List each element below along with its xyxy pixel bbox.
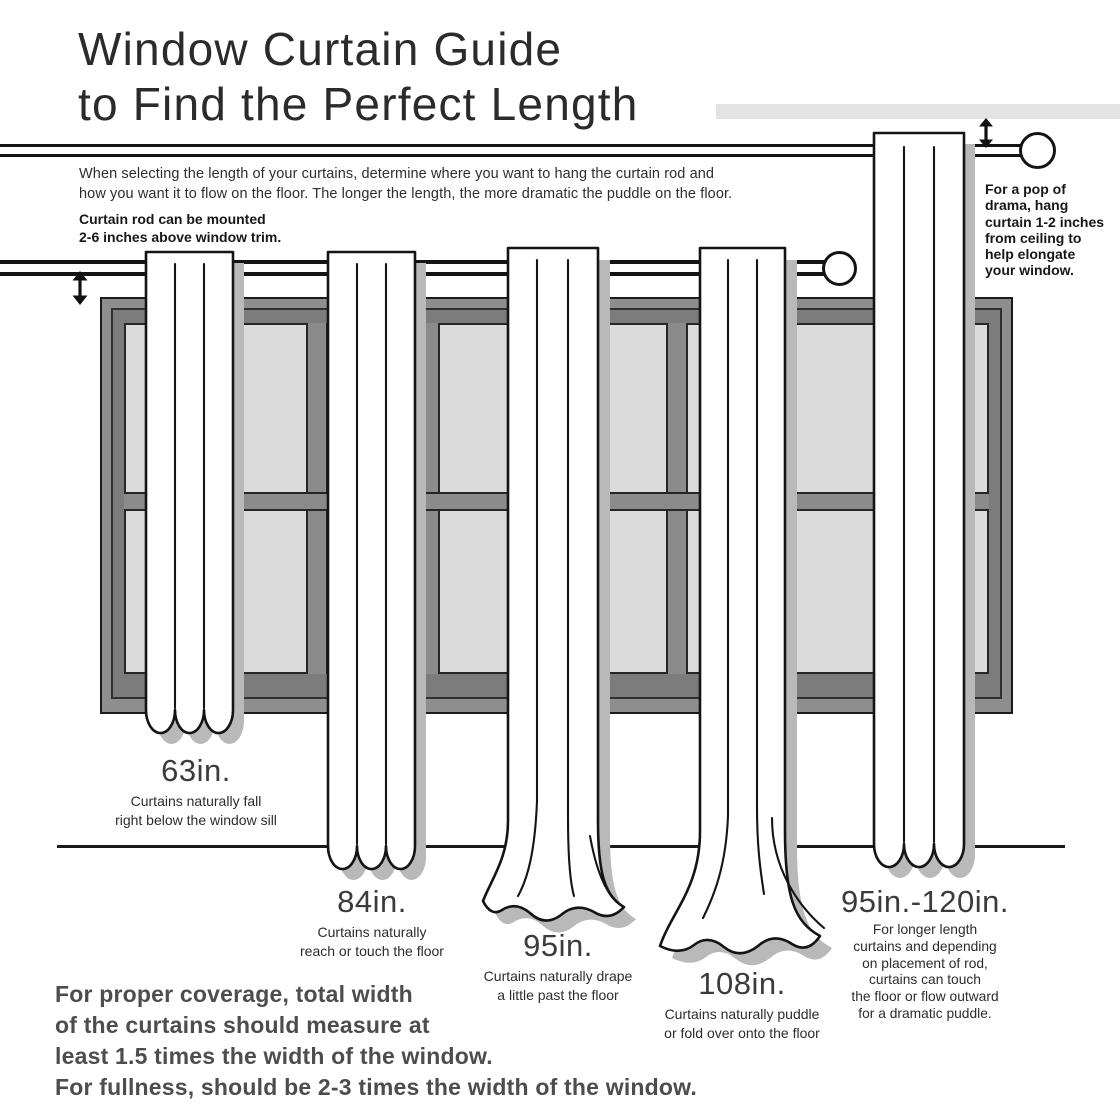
ceiling-note-line: help elongate bbox=[985, 246, 1076, 263]
desc-line: reach or touch the floor bbox=[300, 942, 444, 959]
ceiling-note-line: drama, hang bbox=[985, 197, 1069, 214]
desc-line: curtains and depending bbox=[853, 938, 997, 954]
ceiling-note-line: your window. bbox=[985, 262, 1074, 279]
intro-text bbox=[79, 165, 732, 204]
length-value: 84in. bbox=[337, 884, 407, 919]
desc-line: or fold over onto the floor bbox=[664, 1024, 820, 1041]
title-line: Window Curtain Guide bbox=[78, 23, 563, 75]
ceiling-note-line: curtain 1-2 inches bbox=[985, 213, 1105, 230]
desc-line: the floor or flow outward bbox=[851, 989, 999, 1005]
desc-line: Curtains naturally drape bbox=[483, 968, 633, 984]
length-value: 95in. bbox=[523, 928, 593, 963]
ceiling-bar bbox=[716, 104, 1120, 119]
rod-note-line: 2-6 inches above window trim. bbox=[79, 228, 282, 245]
length-value: 108in. bbox=[698, 966, 786, 1001]
length-value: 63in. bbox=[161, 753, 231, 788]
footer-line: For proper coverage, total width bbox=[55, 981, 413, 1007]
rod-mount-note bbox=[79, 211, 281, 246]
desc-line: a little past the floor bbox=[497, 986, 619, 1003]
curtain-108in-illustration bbox=[648, 246, 853, 986]
ceiling-note-line: from ceiling to bbox=[985, 229, 1082, 246]
ceiling-note-line: For a pop of bbox=[985, 181, 1066, 197]
length-description bbox=[800, 922, 1050, 1023]
curtain-95-120in-illustration bbox=[872, 131, 978, 891]
intro-line: When selecting the length of your curtains, determine where you want to hang the curtain rod and bbox=[79, 166, 715, 182]
intro-line: how you want it to flow on the floor. The longer the length, the more dramatic the puddle on the floor. bbox=[79, 185, 733, 202]
coverage-note bbox=[55, 979, 775, 1103]
label-95-120in bbox=[800, 884, 1050, 1023]
desc-line: Curtains naturally fall bbox=[130, 793, 262, 809]
desc-line: For longer length bbox=[872, 922, 978, 937]
label-63in bbox=[71, 753, 321, 829]
length-value: 95in.-120in. bbox=[840, 884, 1009, 919]
footer-line: of the curtains should measure at bbox=[55, 1012, 430, 1038]
desc-line: curtains can touch bbox=[869, 972, 981, 988]
rod-note-line: Curtain rod can be mounted bbox=[79, 211, 266, 227]
curtain-95in-illustration bbox=[470, 246, 655, 946]
footer-line: least 1.5 times the width of the window. bbox=[55, 1043, 493, 1069]
desc-line: on placement of rod, bbox=[862, 955, 988, 971]
curtain-rod-upper bbox=[0, 144, 1021, 157]
page-title bbox=[78, 22, 639, 132]
desc-line: for a dramatic puddle. bbox=[858, 1005, 992, 1021]
ceiling-hang-note bbox=[985, 181, 1104, 279]
double-arrow-icon-rod-to-window bbox=[67, 271, 93, 305]
desc-line: Curtains naturally puddle bbox=[664, 1006, 820, 1022]
footer-line: For fullness, should be 2-3 times the width of the window. bbox=[55, 1074, 697, 1100]
title-line: to Find the Perfect Length bbox=[78, 78, 639, 130]
rod-finial-upper-icon bbox=[1019, 132, 1056, 169]
curtain-63in-illustration bbox=[144, 250, 248, 752]
curtain-84in-illustration bbox=[326, 250, 430, 890]
length-description bbox=[71, 792, 321, 829]
desc-line: Curtains naturally bbox=[317, 924, 427, 940]
desc-line: right below the window sill bbox=[115, 811, 277, 828]
